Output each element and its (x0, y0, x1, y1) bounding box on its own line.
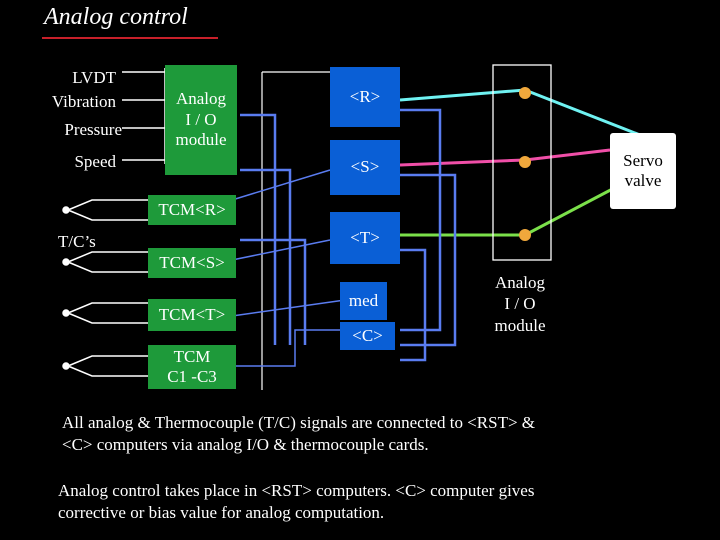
note-line-3: Analog control takes place in <RST> computers. <C> computer gives (58, 481, 535, 500)
note-line-2: <C> computers via analog I/O & thermocouple cards. (62, 435, 429, 455)
lvdt-label: LVDT (72, 68, 116, 87)
tcm-s-module: TCM<S> (148, 248, 236, 278)
page-title: Analog control (44, 4, 188, 30)
note-line-1: All analog & Thermocouple (T/C) signals are connected to <RST> & (62, 413, 536, 432)
thermocouple-4 (63, 356, 148, 376)
terminal-t (519, 229, 531, 241)
right-analog-io-label: Analog I / O module (494, 273, 546, 335)
thermocouple-1 (63, 200, 148, 220)
input-bus (232, 72, 345, 390)
computer-s: <S> (330, 140, 400, 195)
left-analog-io-module: Analog I / O module (165, 65, 237, 175)
tcm-c-module: TCM C1 -C3 (148, 345, 236, 389)
computer-r: <R> (330, 67, 400, 127)
thermocouples (63, 200, 148, 376)
sensor-connectors (122, 68, 165, 164)
wire-s-blue (400, 175, 455, 345)
thermocouple-2 (63, 252, 148, 272)
computer-c: <C> (340, 322, 395, 350)
wire-r-cyan (400, 90, 640, 135)
servo-valve: Servo valve (610, 133, 676, 209)
note-connection (62, 412, 712, 456)
terminal-r (519, 87, 531, 99)
thermocouple-3 (63, 303, 148, 323)
tcs-label: T/C’s (58, 232, 96, 251)
wire-t-blue (400, 250, 425, 360)
terminals (519, 87, 531, 241)
tcm-r-module: TCM<R> (148, 195, 236, 225)
note-line-4: corrective or bias value for analog computation. (58, 503, 385, 523)
wire-t-green (400, 185, 620, 235)
note-control (58, 480, 708, 524)
vibration-label: Vibration (51, 92, 116, 111)
wire-r-blue (400, 110, 440, 330)
tcm-t-module: TCM<T> (148, 299, 236, 331)
wire-s-pink (400, 150, 610, 165)
speed-label: Speed (74, 152, 116, 171)
med-box: med (340, 282, 387, 320)
terminal-s (519, 156, 531, 168)
computer-t: <T> (330, 212, 400, 264)
pressure-label: Pressure (64, 120, 122, 139)
